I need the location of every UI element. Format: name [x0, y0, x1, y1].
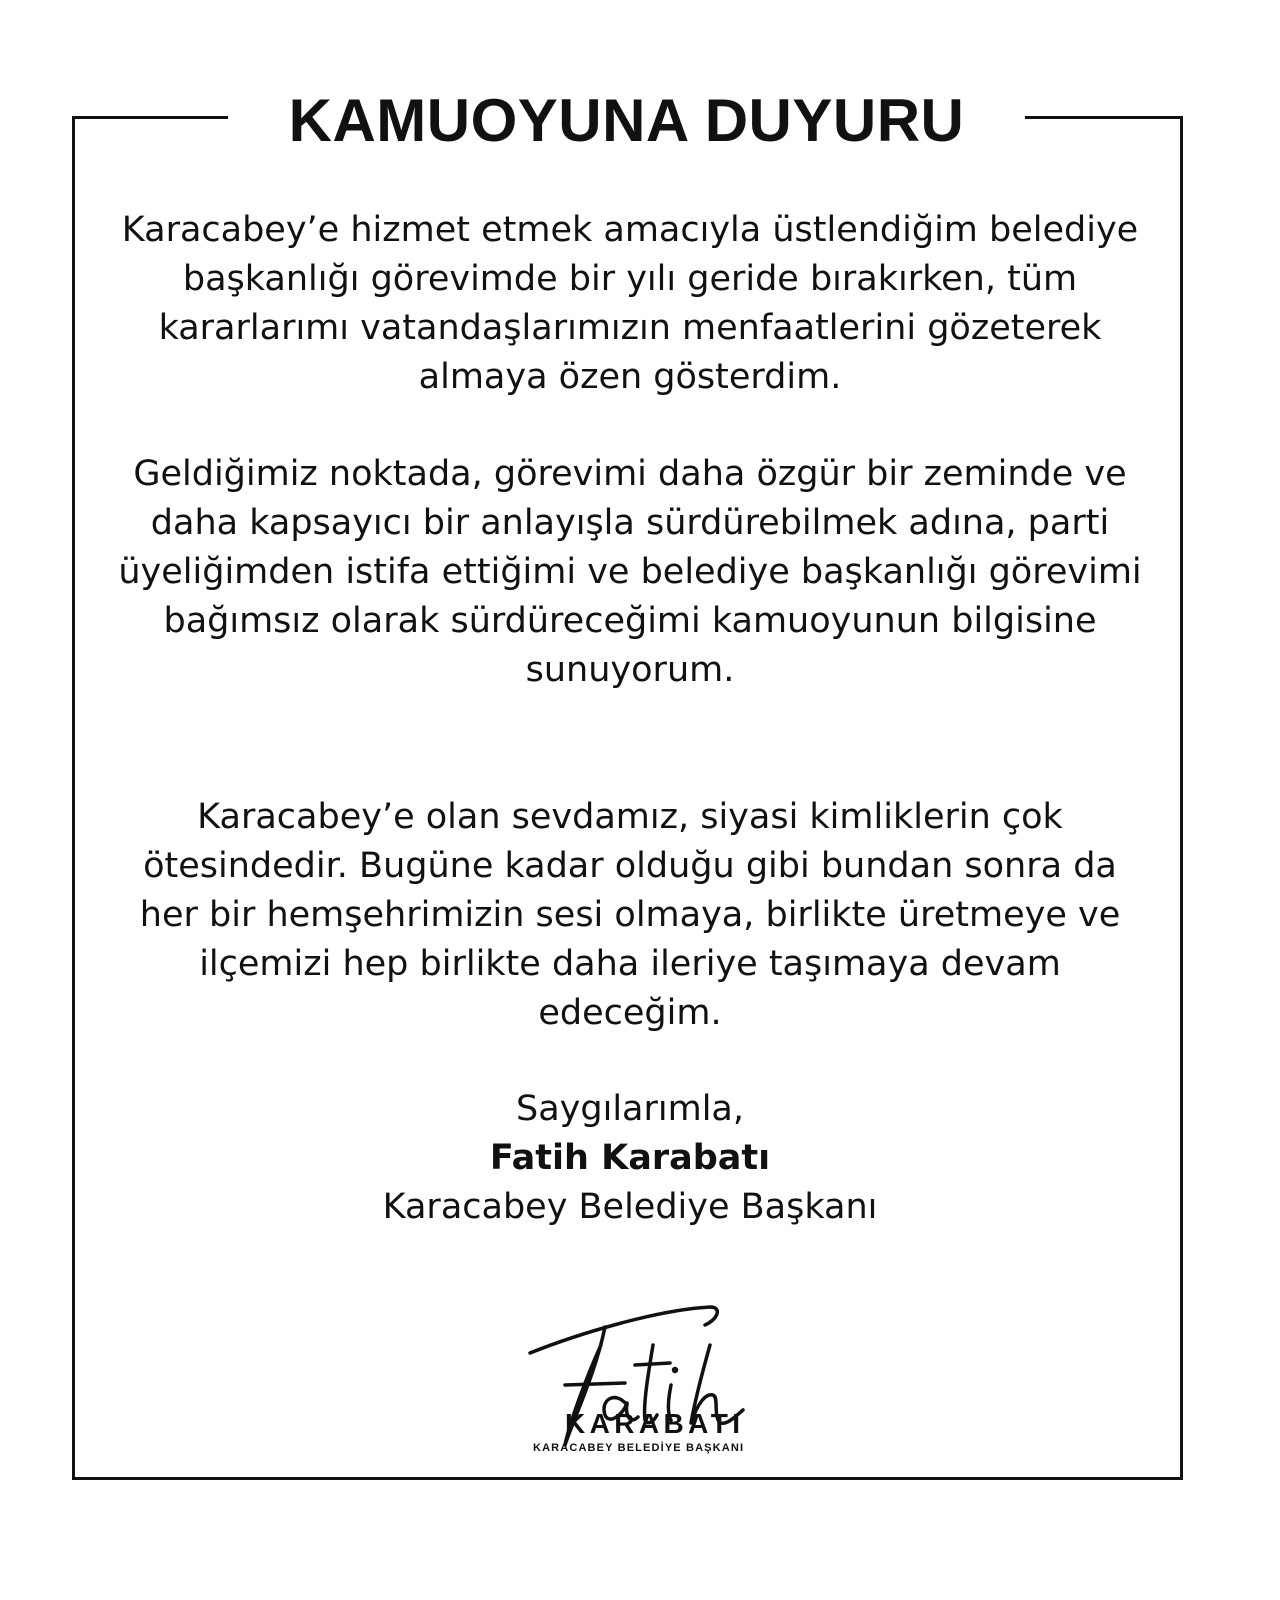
paragraph-text: Karacabey’e olan sevdamız, siyasi kimliklerin çok ötesindedir. Bugüne kadar olduğu gibi bundan sonra da her bir hemşehrimizin sesi olmaya, birlikte üretmeye ve ilçemizi hep birlikte daha ileriye taşımaya devam edeceğim. [139, 797, 1121, 1033]
paragraph-2 [100, 450, 1160, 695]
page-title: KAMUOYUNA DUYURU [288, 87, 965, 154]
svg-text:KARABATI: KARABATI [565, 1408, 740, 1439]
closing-block [100, 1085, 1160, 1232]
signature-image [505, 1265, 765, 1465]
paragraph-1 [100, 206, 1160, 402]
signer-name: Fatih Karabatı [489, 1138, 771, 1178]
salutation: Saygılarımla, [516, 1089, 744, 1129]
paragraph-text: Geldiğimiz noktada, görevimi daha özgür bir zeminde ve daha kapsayıcı bir anlayışla sürdürebilmek adına, parti üyeliğimden istifa ettiğimi ve belediye başkanlığı görevimi bağımsız olarak sürdüreceğimi kamuoyunun bilgisine sunuyorum. [118, 454, 1142, 690]
title-container [228, 86, 1025, 156]
signer-position: Karacabey Belediye Başkanı [382, 1187, 878, 1227]
paragraph-text: Karacabey’e hizmet etmek amacıyla üstlendiğim belediye başkanlığı görevimde bir yılı geride bırakırken, tüm kararlarımı vatandaşlarımızın menfaatlerini gözeterek almaya özen gösterdim. [121, 210, 1139, 397]
svg-text:KARACABEY BELEDİYE BAŞKANI: KARACABEY BELEDİYE BAŞKANI [533, 1442, 743, 1454]
paragraph-3 [100, 793, 1160, 1038]
